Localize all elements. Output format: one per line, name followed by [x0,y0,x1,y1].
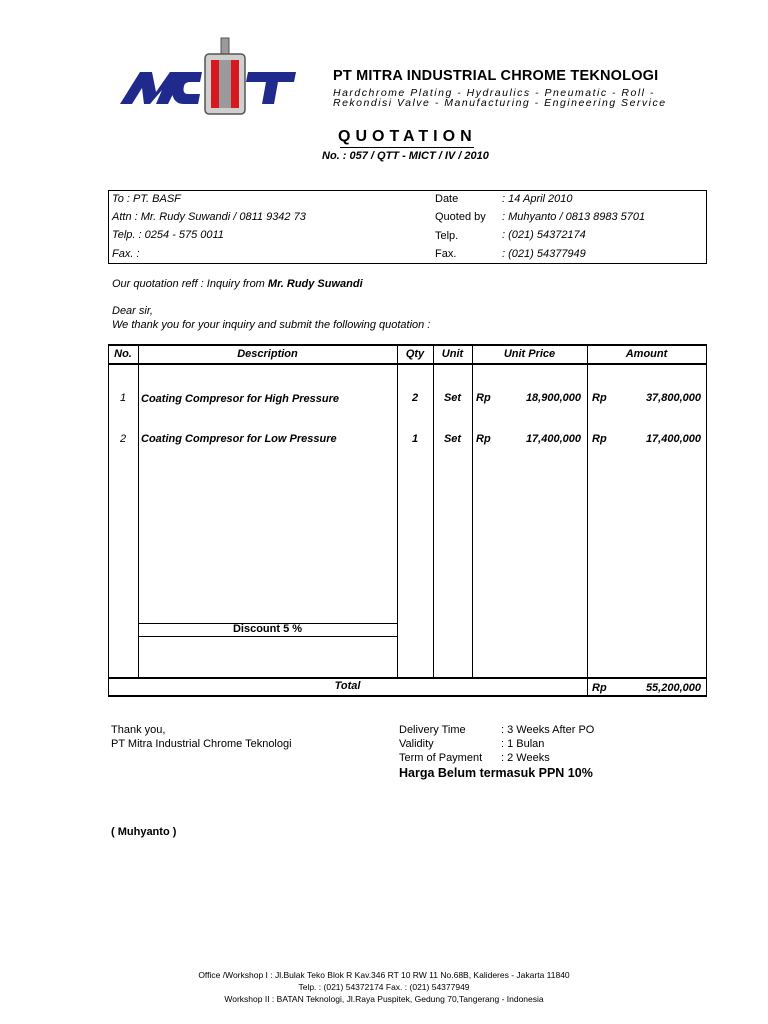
row-amount-currency: Rp [592,433,607,445]
header-unit: Unit [441,348,464,360]
company-tagline: Hardchrome Plating - Hydraulics - Pneumatic - Roll - [333,87,655,99]
recipient-fax: Fax. : [112,248,140,260]
column-divider [587,344,588,696]
row-unit-price-currency: Rp [476,433,491,445]
total-currency: Rp [592,682,607,694]
company-name: PT MITRA INDUSTRIAL CHROME TEKNOLOGI [333,68,659,84]
header-amount: Amount [625,348,668,360]
footer-contact: Telp. : (021) 54372174 Fax. : (021) 54377949 [298,982,470,992]
closing-company: PT Mitra Industrial Chrome Teknologi [111,738,292,750]
sender-fax-value: : (021) 54377949 [502,248,586,260]
reference-prefix: Our quotation reff : Inquiry from [112,278,265,290]
recipient-telp: Telp. : 0254 - 575 0011 [112,229,224,241]
table-right-border [706,344,707,696]
recipient-info-box [108,190,707,264]
quoted-by-value: : Muhyanto / 0813 8983 5701 [502,211,646,223]
row-no: 1 [119,392,127,404]
date-label: Date [435,193,459,205]
row-description: Coating Compresor for Low Pressure [141,433,337,445]
recipient-to: To : PT. BASF [112,193,181,205]
column-divider [472,344,473,678]
row-description: Coating Compresor for High Pressure [141,393,340,405]
row-unit: Set [443,433,462,445]
company-tagline: Rekondisi Valve - Manufacturing - Engineering Service [333,97,667,109]
row-no: 2 [119,433,127,445]
signer-name: ( Muhyanto ) [111,826,177,838]
row-amount: 17,400,000 [645,433,701,445]
quotation-number: No. : 057 / QTT - MICT / IV / 2010 [322,150,489,162]
validity-value: : 1 Bulan [501,738,545,750]
footer-address: Office /Workshop I : Jl.Bulak Teko Blok R Kav.346 RT 10 RW 11 No.68B, Kalideres - Jakarta 11840 [198,970,570,980]
row-unit-price: 18,900,000 [525,392,581,404]
intro-thanks: We thank you for your inquiry and submit the following quotation : [112,319,431,331]
header-qty: Qty [405,348,425,360]
greeting: Dear sir, [112,305,153,317]
row-unit-price-currency: Rp [476,392,491,404]
tax-note: Harga Belum termasuk PPN 10% [399,766,593,780]
discount-bottom-line [138,636,397,637]
quoted-by-label: Quoted by [435,211,486,223]
row-qty: 1 [411,433,419,445]
company-logo [118,36,298,118]
reference-name: Mr. Rudy Suwandi [267,278,363,290]
total-amount: 55,200,000 [645,682,701,694]
table-header-border [108,363,707,365]
total-label: Total [334,680,361,692]
table-body-bottom-border [108,677,707,679]
document-title: QUOTATION [338,128,477,145]
row-unit: Set [443,392,462,404]
recipient-attn: Attn : Mr. Rudy Suwandi / 0811 9342 73 [112,211,306,223]
title-underline [340,147,474,148]
header-unit-price: Unit Price [503,348,556,360]
row-qty: 2 [411,392,419,404]
delivery-time-value: : 3 Weeks After PO [501,724,595,736]
footer-workshop: Workshop II : BATAN Teknologi, Jl.Raya Puspitek, Gedung 70,Tangerang - Indonesia [224,994,544,1004]
validity-label: Validity [399,738,434,750]
row-amount: 37,800,000 [645,392,701,404]
closing-thank-you: Thank you, [111,724,166,736]
payment-term-label: Term of Payment [399,752,483,764]
header-description: Description [237,348,298,360]
row-unit-price: 17,400,000 [525,433,581,445]
quotation-reference [112,278,363,290]
row-amount-currency: Rp [592,392,607,404]
sender-telp-label: Telp. [435,230,459,242]
table-bottom-border [108,695,707,697]
delivery-time-label: Delivery Time [399,724,466,736]
discount-label: Discount 5 % [232,623,303,635]
sender-fax-label: Fax. [435,248,457,260]
header-no: No. [114,348,132,360]
payment-term-value: : 2 Weeks [501,752,550,764]
table-top-border [108,344,707,346]
date-value: : 14 April 2010 [502,193,573,205]
sender-telp-value: : (021) 54372174 [502,229,586,241]
